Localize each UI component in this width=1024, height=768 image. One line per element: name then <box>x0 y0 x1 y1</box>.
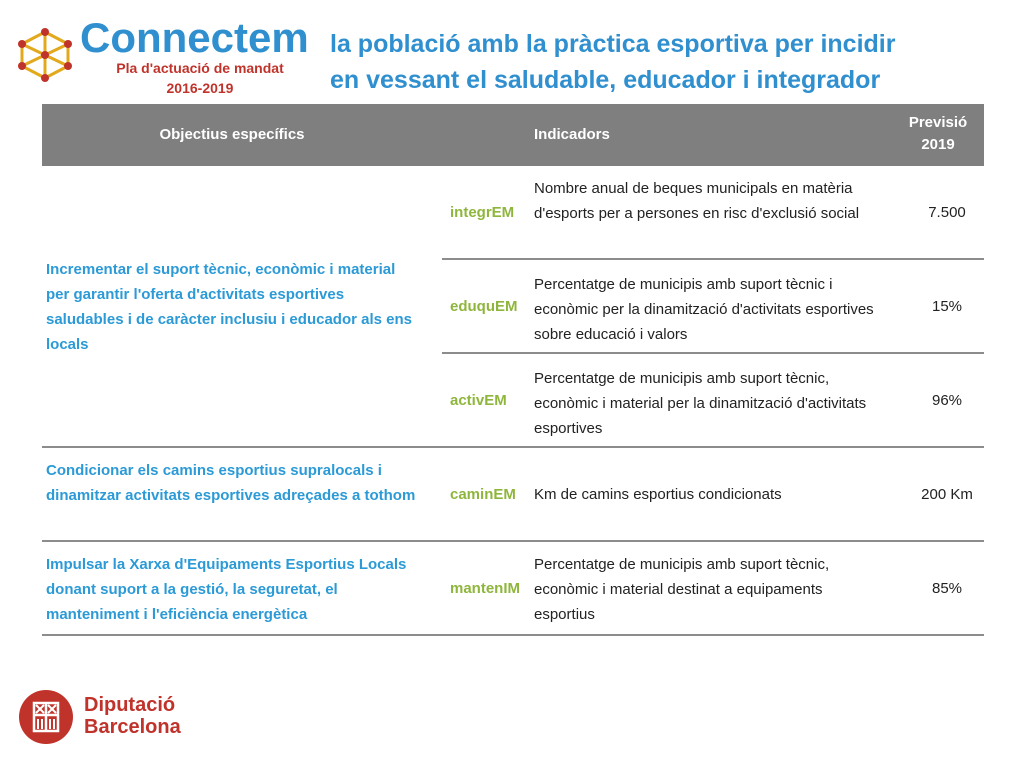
wordmark-text: Connectem <box>80 14 309 61</box>
indicator-code: caminEM <box>450 486 516 503</box>
table-row <box>442 258 984 352</box>
indicator-code: eduquEM <box>450 298 518 315</box>
objective-group <box>42 542 984 636</box>
objective-group <box>42 448 984 542</box>
forecast-value: 85% <box>931 580 963 597</box>
logo-subtitle <box>80 58 320 98</box>
forecast-value: 200 Km <box>921 486 973 503</box>
forecast-value: 96% <box>931 392 963 409</box>
indicator-text: Percentatge de municipis amb suport tècnic, econòmic i material per la dinamització d'activitats esportives <box>534 370 867 437</box>
indicator-text: Km de camins esportius condicionats <box>534 486 782 503</box>
logo-subtitle-line2: 2016-2019 <box>166 80 234 96</box>
logo-subtitle-line1: Pla d'actuació de mandat <box>116 60 284 76</box>
forecast-value: 7.500 <box>928 204 966 221</box>
connectem-network-logo <box>12 22 78 88</box>
header-indicators: Indicadors <box>534 126 610 143</box>
indicator-code: integrEM <box>450 204 515 221</box>
header-forecast-line1: Previsió <box>908 114 968 131</box>
objective-text: Condicionar els camins esportius supralocals i dinamitzar activitats esportives adreçades a tothom <box>46 462 416 504</box>
forecast-value: 15% <box>931 298 963 315</box>
diputacio-barcelona-seal <box>18 689 74 745</box>
header-forecast <box>892 112 984 156</box>
objective-text: Impulsar la Xarxa d'Equipaments Esportius Locals donant suport a la gestió, la seguretat, el manteniment i l'eficiència energètica <box>46 556 407 623</box>
table-header <box>42 104 984 166</box>
indicator-text: Percentatge de municipis amb suport tècnic i econòmic per la dinamització d'activitats esportives sobre educació i valors <box>534 276 874 343</box>
indicator-text: Nombre anual de beques municipals en matèria d'esports per a persones en risc d'exclusió social <box>534 180 860 222</box>
header-objectives: Objectius específics <box>159 126 305 143</box>
table-row <box>442 352 984 446</box>
objectives-table <box>42 104 984 636</box>
org-line1: Diputació <box>84 694 176 716</box>
indicator-code: activEM <box>450 392 507 409</box>
title-line1: la població amb la pràctica esportiva per incidir <box>330 30 896 58</box>
slide-title <box>330 26 1020 98</box>
indicator-code: mantenIM <box>450 580 521 597</box>
table-row <box>42 448 984 540</box>
objective-text: Incrementar el suport tècnic, econòmic i material per garantir l'oferta d'activitats esportives saludables i de caràcter inclusiu i educador als ens locals <box>46 261 412 353</box>
table-row <box>42 542 984 634</box>
diputacio-barcelona-name <box>84 694 181 738</box>
table-row <box>42 166 984 258</box>
org-line2: Barcelona <box>84 716 181 738</box>
objective-group <box>42 166 984 448</box>
indicator-text: Percentatge de municipis amb suport tècnic, econòmic i material destinat a equipaments esportius <box>534 556 830 623</box>
title-line2: en vessant el saludable, educador i integrador <box>330 66 881 94</box>
header-forecast-line2: 2019 <box>921 136 955 153</box>
